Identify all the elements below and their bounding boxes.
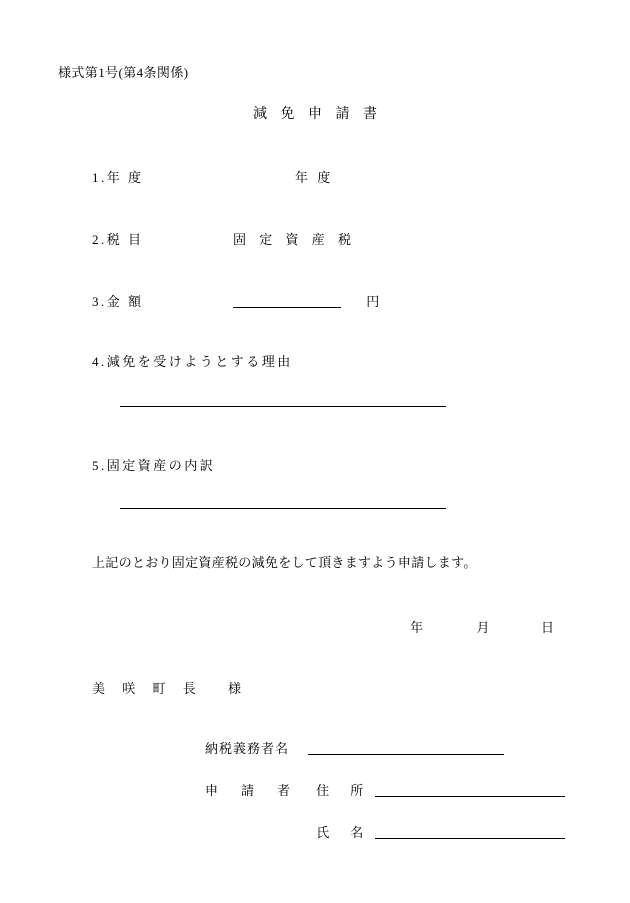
field-reason-label-text: 4.減免を受けようとする理由 — [92, 354, 293, 369]
signature-block — [205, 738, 565, 864]
applicant-label: 申 請 者 — [205, 783, 296, 798]
reason-input-line[interactable] — [120, 406, 446, 407]
field-amount-entry — [233, 291, 380, 310]
amount-input-line[interactable] — [233, 293, 341, 308]
addressee-honorific: 様 — [228, 681, 243, 696]
field-detail-label — [92, 455, 215, 474]
date-day: 日 — [541, 620, 556, 635]
amount-unit: 円 — [366, 294, 381, 309]
addressee-name: 美 咲 町 長 — [92, 681, 203, 696]
form-code: 様式第1号(第4条関係) — [58, 65, 189, 80]
taxpayer-input-line[interactable] — [308, 741, 504, 755]
field-tax-value: 固 定 資 産 税 — [233, 232, 357, 247]
name-label: 氏 名 — [316, 825, 368, 840]
field-tax-label — [92, 229, 144, 248]
date-line — [410, 617, 555, 636]
field-tax-label-text: 2.税 目 — [92, 232, 144, 247]
field-year-label — [92, 167, 144, 186]
date-year: 年 — [410, 620, 425, 635]
field-amount-label — [92, 291, 144, 310]
field-year-label-text: 1.年 度 — [92, 170, 144, 185]
field-year-value: 年 度 — [295, 170, 334, 185]
request-statement: 上記のとおり固定資産税の減免をして頂きますよう申請します。 — [92, 555, 477, 570]
field-amount-label-text: 3.金 額 — [92, 294, 144, 309]
signature-row-taxpayer — [205, 738, 565, 780]
name-input-line[interactable] — [375, 825, 565, 839]
field-detail-label-text: 5.固定資産の内訳 — [92, 458, 216, 473]
signature-row-name — [205, 822, 565, 864]
page-title: 減 免 申 請 書 — [253, 107, 382, 122]
date-month: 月 — [476, 620, 491, 635]
signature-row-address — [205, 780, 565, 822]
field-reason-label — [92, 351, 293, 370]
taxpayer-label: 納税義務者名 — [205, 741, 290, 756]
detail-input-line[interactable] — [120, 508, 446, 509]
address-input-line[interactable] — [375, 783, 565, 797]
address-label: 住 所 — [316, 783, 368, 798]
addressee — [92, 678, 242, 697]
